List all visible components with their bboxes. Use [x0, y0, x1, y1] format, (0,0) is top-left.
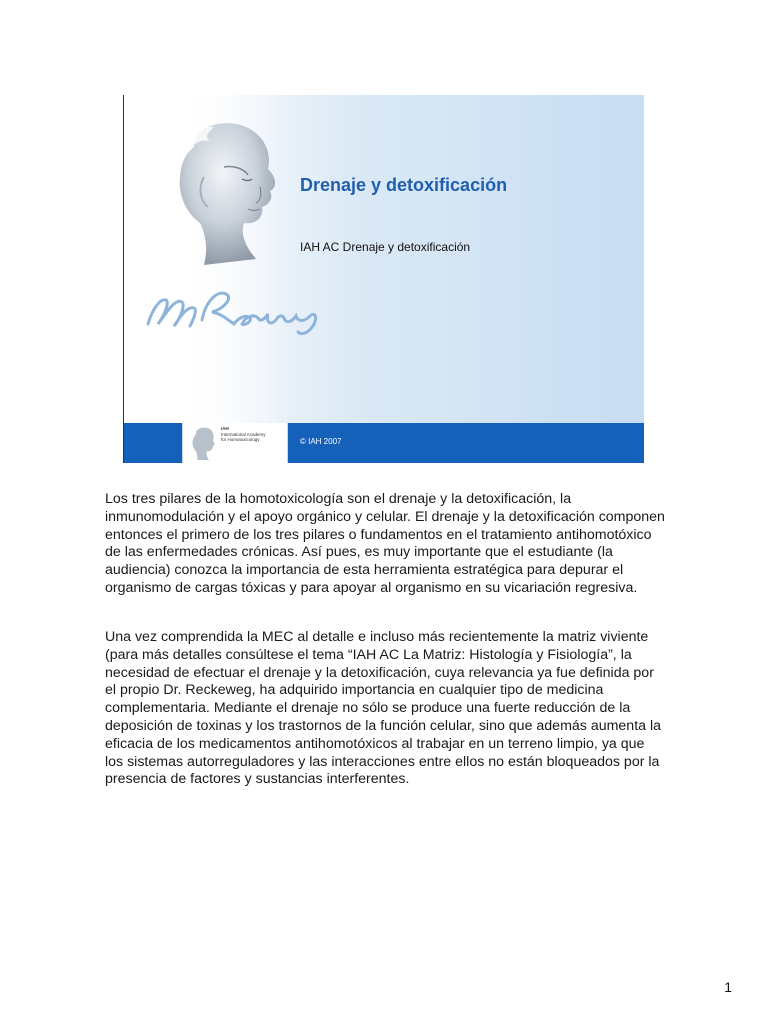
reckeweg-portrait-image — [164, 117, 286, 267]
reckeweg-signature-image — [142, 280, 332, 340]
iah-logo-abbr: IAH — [221, 426, 229, 431]
iah-logo-line2: for Homotoxicology — [221, 437, 260, 442]
slide-footer-bar — [124, 423, 644, 463]
slide-copyright: © IAH 2007 — [300, 437, 342, 446]
iah-logo-line1: International Academy — [221, 431, 266, 437]
slide-title: Drenaje y detoxificación — [300, 175, 508, 195]
slide-thumbnail — [123, 95, 644, 463]
page-number: 1 — [724, 979, 732, 995]
iah-logo — [182, 423, 288, 463]
slide-subtitle: IAH AC Drenaje y detoxificación — [300, 240, 471, 254]
body-paragraph-2: Una vez comprendida la MEC al detalle e incluso más recientemente la matriz viviente (para más detalles consúltese el tema “IAH AC La Matriz: Histología y Fisiología”, la necesidad de efectuar el drenaje y la detoxificación, cuya relevancia ya fue definida por el propio Dr. Reckeweg, ha adquirido importancia en cualquier tipo de medicina complementaria. Mediante el drenaje no sólo se produce una fuerte reducción de la deposición de toxinas y los trastornos de la función celular, sino que además aumenta la eficacia de los medicamentos antihomotóxicos al trabajar en un terreno limpio, ya que los sistemas autorreguladores y las interacciones entre ellos no están bloqueados por la presencia de factores y sustancias interferentes. — [105, 629, 662, 788]
portrait-logo-icon — [189, 426, 217, 460]
iah-logo-text — [221, 426, 266, 443]
body-paragraph-1: Los tres pilares de la homotoxicología son el drenaje y la detoxificación, la inmunomodulación y el apoyo orgánico y celular. El drenaje y la detoxificación componen entonces el primero de los tres pilares o fundamentos en el tratamiento antihomotóxico de las enfermedades crónicas. Así pues, es muy importante que el estudiante (la audiencia) conozca la importancia de esta herramienta estratégica para depurar el organismo de cargas tóxicas y para apoyar al organismo en su vicariación regresiva. — [105, 491, 665, 596]
